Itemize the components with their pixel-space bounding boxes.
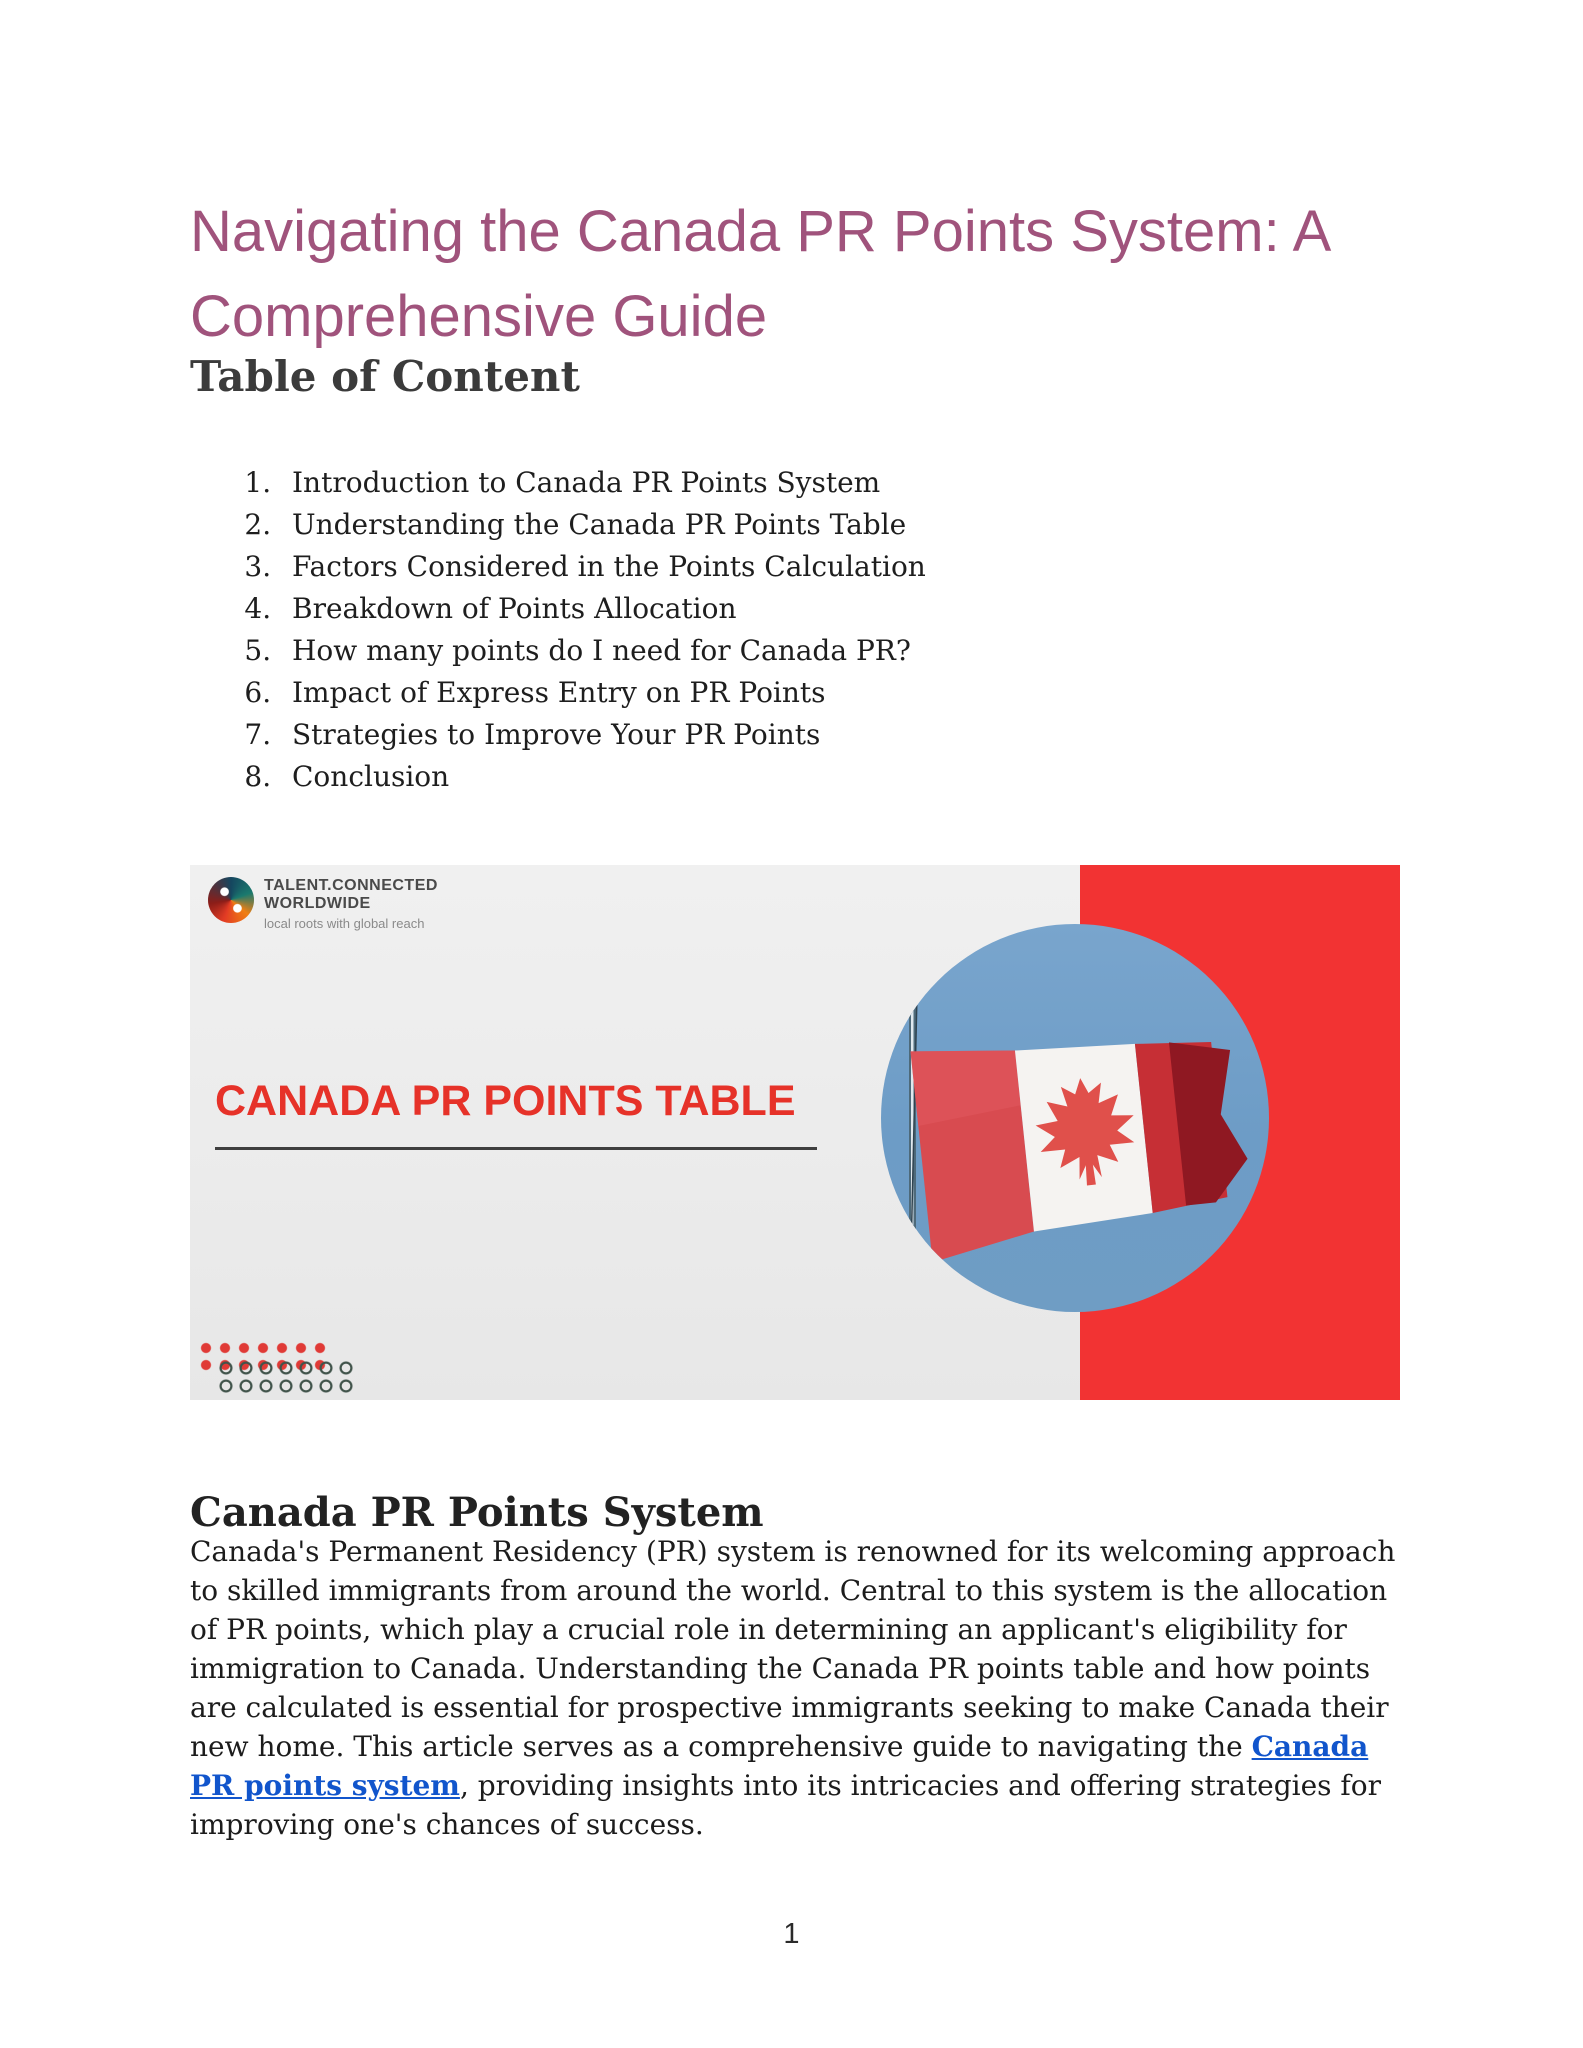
toc-item-1: 1. Introduction to Canada PR Points System	[280, 462, 1380, 504]
talent-connected-logo	[208, 873, 438, 933]
banner-headline: CANADA PR POINTS TABLE	[215, 1077, 796, 1125]
paragraph-text-before-link: Canada's Permanent Residency (PR) system is renowned for its welcoming approach to skilled immigrants from around the world. Central to this system is the allocation of PR points, which play a crucial role in determining an applicant's eligibility for immigration to Canada. Understanding the Canada PR points table and how points are calculated is essential for prospective immigrants seeking to make Canada their new home. This article serves as a comprehensive guide to navigating the	[190, 1535, 1396, 1763]
toc-item-8: 8. Conclusion	[280, 756, 1380, 798]
page-title	[190, 189, 1370, 359]
page-title-line1: Navigating the Canada PR Points System: A	[190, 198, 1332, 264]
toc-list	[190, 462, 1380, 798]
toc-heading: Table of Content	[190, 352, 580, 401]
canada-pr-points-system-link[interactable]: Canada PR points system	[190, 1730, 1369, 1802]
talent-connected-logo-icon	[208, 877, 254, 923]
page-number: 1	[783, 1918, 800, 1950]
logo-text-block	[264, 873, 438, 933]
headline-underline	[215, 1147, 817, 1150]
flagpole	[909, 954, 917, 1294]
toc-item-5: 5. How many points do I need for Canada PR?	[280, 630, 1380, 672]
toc-item-4: 4. Breakdown of Points Allocation	[280, 588, 1380, 630]
paragraph-text-after-link: , providing insights into its intricacies and offering strategies for improving one's chances of success.	[190, 1769, 1382, 1841]
toc-item-6: 6. Impact of Express Entry on PR Points	[280, 672, 1380, 714]
canada-flag-circle	[881, 924, 1269, 1312]
canada-flag	[910, 1018, 1254, 1263]
toc-item-2: 2. Understanding the Canada PR Points Table	[280, 504, 1380, 546]
logo-tagline: local roots with global reach	[264, 916, 425, 931]
canada-flag-icon	[881, 924, 1269, 1312]
logo-name-line2: WORLDWIDE	[264, 895, 371, 912]
logo-name-line1: TALENT.CONNECTED	[264, 877, 438, 894]
section-heading: Canada PR Points System	[190, 1489, 764, 1537]
banner-image	[190, 865, 1400, 1400]
toc-item-7: 7. Strategies to Improve Your PR Points	[280, 714, 1380, 756]
page-title-line2: Comprehensive Guide	[190, 283, 768, 349]
dots-pattern-outline	[216, 1359, 356, 1397]
body-paragraph	[190, 1532, 1405, 1844]
toc-item-3: 3. Factors Considered in the Points Calculation	[280, 546, 1380, 588]
